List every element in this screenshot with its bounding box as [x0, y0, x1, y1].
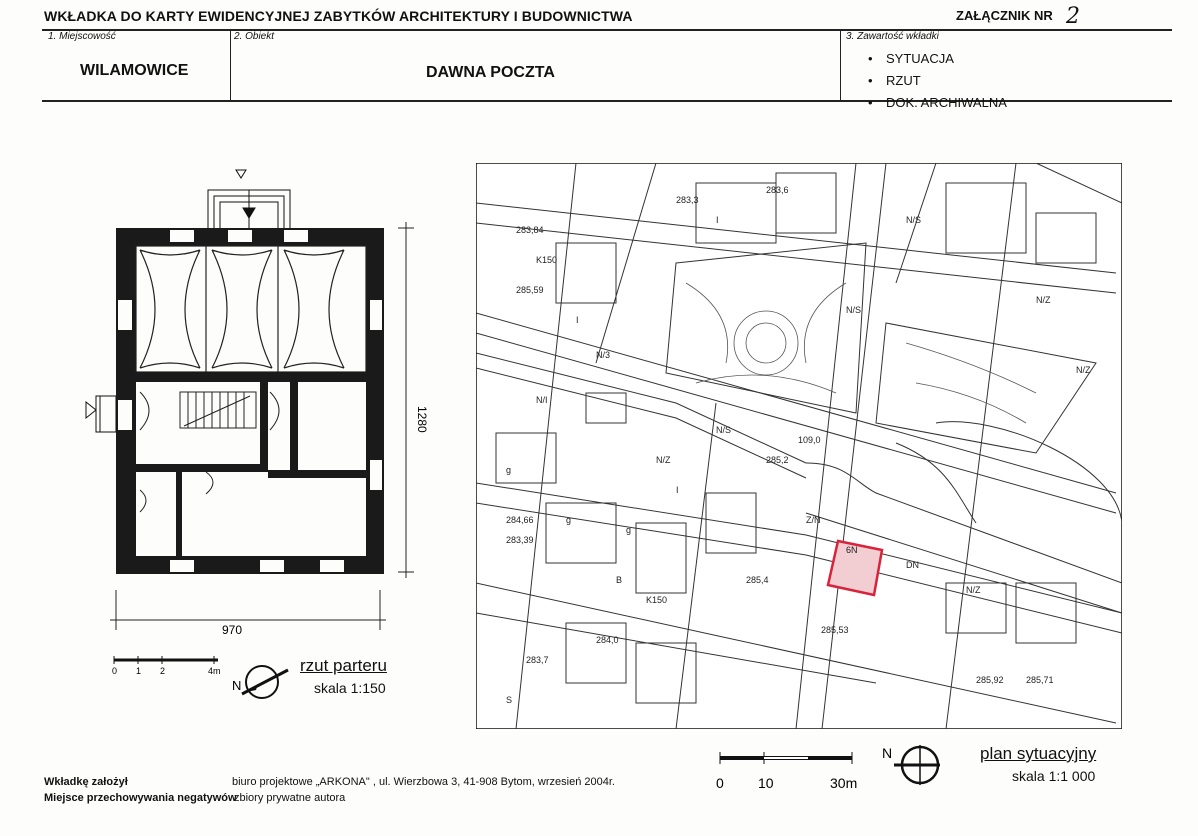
site-plan-scale: skala 1:1 000 [1012, 768, 1096, 784]
vault-lines [136, 246, 366, 372]
map-label: 284,0 [596, 635, 619, 645]
map-label: I [716, 215, 719, 225]
map-label: 283,39 [506, 535, 534, 545]
contents-item: • RZUT [868, 70, 1007, 92]
height-dimension: 1280 [415, 406, 429, 433]
map-label: N/Z [1036, 295, 1051, 305]
map-label: 285,71 [1026, 675, 1054, 685]
map-label: I [676, 485, 679, 495]
page-title: WKŁADKA DO KARTY EWIDENCYJNEJ ZABYTKÓW ARCHITEKTURY I BUDOWNICTWA [44, 8, 633, 24]
map-label: 285,59 [516, 285, 544, 295]
floor-plan-scale: skala 1:150 [314, 680, 386, 696]
attachment-number: 2 [1066, 4, 1080, 29]
map-label: N/Z [966, 585, 981, 595]
north-label: N [882, 745, 893, 761]
map-label: I [576, 315, 579, 325]
map-label: S [506, 695, 513, 705]
north-label: N [232, 678, 242, 693]
object-value: DAWNA POCZTA [426, 64, 555, 81]
header-rule-top [42, 29, 1172, 31]
negatives-value: zbiory prywatne autora [234, 792, 346, 804]
site-scale-bar [712, 748, 872, 796]
map-label: Z/N [806, 515, 821, 525]
map-label: 283,84 [516, 225, 544, 235]
map-label: K150 [536, 255, 558, 265]
map-label: N/3 [596, 350, 611, 360]
staircase [140, 392, 279, 430]
entrance-steps [208, 170, 290, 230]
map-label: N/S [846, 305, 862, 315]
map-label: 283,3 [676, 195, 699, 205]
outer-walls [116, 228, 384, 574]
map-label: g [566, 515, 572, 525]
map-label: 109,0 [798, 435, 821, 445]
locality-value: WILAMOWICE [80, 62, 189, 79]
scale-tick: 10 [758, 775, 774, 791]
scale-tick: 2 [160, 666, 166, 676]
map-label: 283,6 [766, 185, 789, 195]
object-label: 2. Obiekt [234, 31, 275, 42]
map-label: 285,53 [821, 625, 849, 635]
map-label: N/I [536, 395, 548, 405]
map-label: B [616, 575, 623, 585]
map-label: 283,7 [526, 655, 549, 665]
floor-plan-drawing [80, 160, 440, 640]
contents-item: • SYTUACJA [868, 48, 1007, 70]
negatives-label: Miejsce przechowywania negatywów [44, 792, 237, 804]
window-openings [118, 230, 382, 572]
map-label: g [506, 465, 512, 475]
contents-label: 3. Zawartość wkładki [846, 31, 939, 42]
contents-list [868, 48, 1007, 114]
north-arrow-icon [880, 740, 944, 790]
contents-item: • DOK. ARCHIWALNA [868, 92, 1007, 114]
width-dimension: 970 [222, 623, 243, 637]
locality-label: 1. Miejscowość [48, 31, 116, 42]
floor-plan-title: rzut parteru [300, 656, 387, 675]
scale-tick: 1 [136, 666, 142, 676]
map-label: N/Z [1076, 365, 1091, 375]
side-entrance [86, 396, 116, 432]
map-label: N/S [906, 215, 922, 225]
map-label: DN [906, 560, 919, 570]
floor-scale-bar [110, 650, 230, 680]
map-label: 284,66 [506, 515, 534, 525]
scale-tick: 0 [716, 775, 724, 791]
interior-walls [136, 372, 366, 556]
field-divider-1 [230, 30, 231, 101]
author-label: Wkładkę założył [44, 776, 128, 788]
author-value: biuro projektowe „ARKONA" , ul. Wierzbowa 3, 41-908 Bytom, wrzesień 2004r. [232, 776, 615, 788]
scale-tick: 4m [208, 666, 221, 676]
map-label: 285,4 [746, 575, 769, 585]
map-label: N/S [716, 425, 732, 435]
map-label: K150 [646, 595, 668, 605]
scale-tick: 30m [830, 775, 858, 791]
site-plan-map [476, 163, 1122, 729]
map-label: 285,92 [976, 675, 1004, 685]
map-label: 285,2 [766, 455, 789, 465]
scale-tick: 0 [112, 666, 118, 676]
map-label: 6N [846, 545, 858, 555]
site-plan-title: plan sytuacyjny [980, 744, 1097, 763]
map-label: g [626, 525, 632, 535]
attachment-label: ZAŁĄCZNIK NR [956, 8, 1053, 23]
field-divider-2 [840, 30, 841, 101]
map-label: N/Z [656, 455, 671, 465]
north-arrow-icon [232, 660, 292, 704]
